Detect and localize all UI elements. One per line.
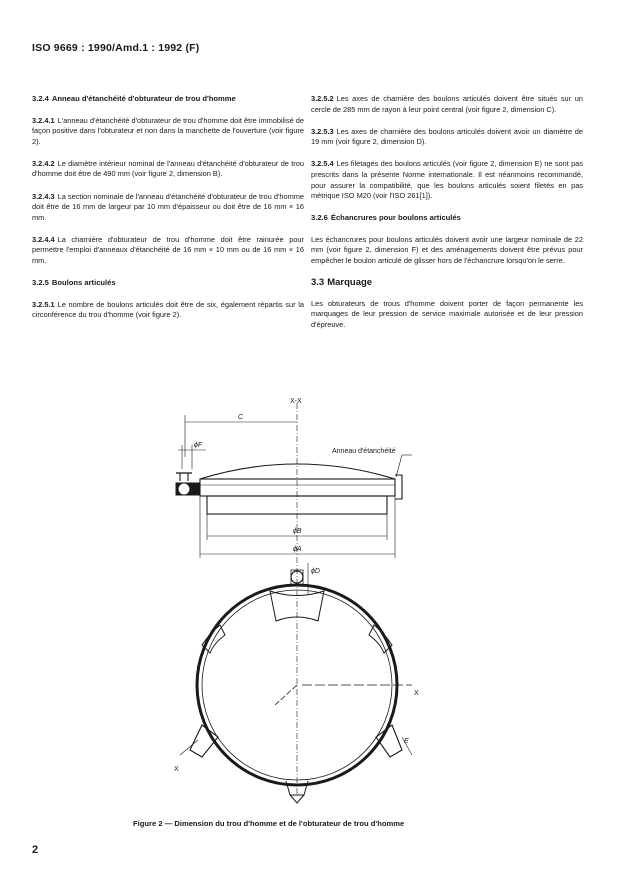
section-text: Le nombre de boulons articulés doit être de six, également répartis sur la circonférence du trou d'homme (voir figure 2). bbox=[32, 299, 304, 320]
figure-caption: Figure 2 — Dimension du trou d'homme et de l'obturateur de trou d'homme bbox=[133, 819, 405, 828]
section-number: 3.2.4.3 bbox=[32, 191, 55, 201]
section-text: Les axes de charnière des boulons articulés doivent être situés sur un cercle de 285 mm de rayon à leur point central (voir figure 2, dimension C). bbox=[311, 94, 583, 114]
section-number: 3.2.4.1 bbox=[32, 115, 55, 125]
section-text: Marquage bbox=[327, 277, 373, 289]
section-number: 3.2.5.1 bbox=[32, 299, 55, 309]
section-heading bbox=[32, 94, 304, 105]
section-paragraph bbox=[311, 94, 583, 115]
section-text: Anneau d'étanchéité d'obturateur de trou d'homme bbox=[51, 94, 236, 103]
section-heading bbox=[32, 278, 304, 289]
label-anneau-etancheite: Anneau d'étanchéité bbox=[332, 448, 396, 455]
section-number: 3.2.5 bbox=[32, 278, 49, 288]
section-number: 3.2.5.4 bbox=[311, 159, 334, 169]
section-text: Les obturateurs de trous d'homme doivent porter de façon permanente les marquages de leur pression de service maximale autorisée et de leur pression d'épreuve. bbox=[311, 298, 583, 329]
document-header: ISO 9669 : 1990/Amd.1 : 1992 (F) bbox=[32, 42, 200, 54]
section-text: Les échancrures pour boulons articulés doivent avoir une largeur nominale de 22 mm (voir figure 2, dimension F) et des aménagements doivent être prévus pour empêcher le boulon articulé de glisser hors de l'échancrure lorsqu'on le serre. bbox=[311, 234, 583, 266]
section-heading bbox=[311, 213, 583, 224]
section-paragraph bbox=[32, 300, 304, 321]
section-text: Les axes de charnière des boulons articulés doivent avoir un diamètre de 19 mm (voir figure 2, dimension D). bbox=[311, 126, 583, 147]
section-text: Boulons articulés bbox=[51, 278, 116, 288]
section-text: L'anneau d'étanchéité d'obturateur de trou d'homme doit être immobilisé de façon positive dans l'obturateur et non dans la manchette de l'ouverture (voir figure 2). bbox=[32, 115, 305, 146]
label-x-left: X bbox=[174, 766, 179, 773]
figure-2-drawing bbox=[140, 395, 480, 805]
section-paragraph bbox=[32, 159, 304, 180]
section-paragraph bbox=[32, 192, 304, 224]
plan-view bbox=[180, 563, 412, 803]
label-dimension-phi-a: ϕA bbox=[293, 546, 302, 553]
label-xx-top: X-X bbox=[290, 398, 302, 405]
section-text: Échancrures pour boulons articulés bbox=[330, 213, 461, 223]
section-heading bbox=[311, 278, 583, 289]
section-number: 3.2.5.3 bbox=[311, 126, 334, 136]
left-column bbox=[32, 94, 304, 332]
section-text: Le diamètre intérieur nominal de l'anneau d'étanchéité d'obturateur de trou d'homme doit être de 490 mm (voir figure 2, dimension B). bbox=[32, 158, 304, 179]
section-paragraph bbox=[311, 299, 583, 331]
section-paragraph bbox=[32, 235, 304, 267]
section-paragraph bbox=[311, 235, 583, 267]
section-number: 3.2.4 bbox=[32, 94, 49, 103]
section-text: La charnière d'obturateur de trou d'homme doit être rainurée pour permettre l'emploi d'anneaux d'étanchéité de 16 mm × 10 mm ou de 16 mm × 16 mm. bbox=[32, 234, 304, 266]
section-text: La section nominale de l'anneau d'étanchéité d'obturateur de trou d'homme doit être de 16 mm de largeur par 10 mm d'épaisseur ou doit être de 16 mm × 16 mm. bbox=[32, 191, 304, 222]
label-dimension-e: E bbox=[404, 738, 409, 745]
right-column bbox=[311, 94, 583, 342]
section-paragraph bbox=[32, 116, 304, 148]
section-number: 3.2.4.4 bbox=[32, 234, 55, 244]
section-number: 3.2.4.2 bbox=[32, 158, 55, 168]
section-paragraph bbox=[311, 159, 583, 201]
label-dimension-c: C bbox=[238, 414, 244, 421]
label-dimension-phi-f: ϕF bbox=[194, 442, 203, 449]
page-number: 2 bbox=[32, 844, 39, 856]
section-number: 3.2.6 bbox=[311, 213, 328, 223]
section-text: Les filetages des boulons articulés (voir figure 2, dimension E) ne sont pas prescrits dans la présente Norme internationale. Il est néanmoins recommandé, pour assurer la compatibilité, que les boulons articulés soient filetés en pas métrique ISO M20 (voir l'ISO 261[1]). bbox=[311, 159, 583, 201]
label-dimension-phi-d: ϕD bbox=[311, 568, 320, 575]
section-paragraph bbox=[311, 127, 583, 148]
label-dimension-phi-b: ϕB bbox=[293, 528, 302, 535]
section-number: 3.2.5.2 bbox=[311, 94, 334, 103]
label-x-right: X bbox=[414, 690, 419, 697]
section-number: 3.3 bbox=[311, 277, 325, 289]
